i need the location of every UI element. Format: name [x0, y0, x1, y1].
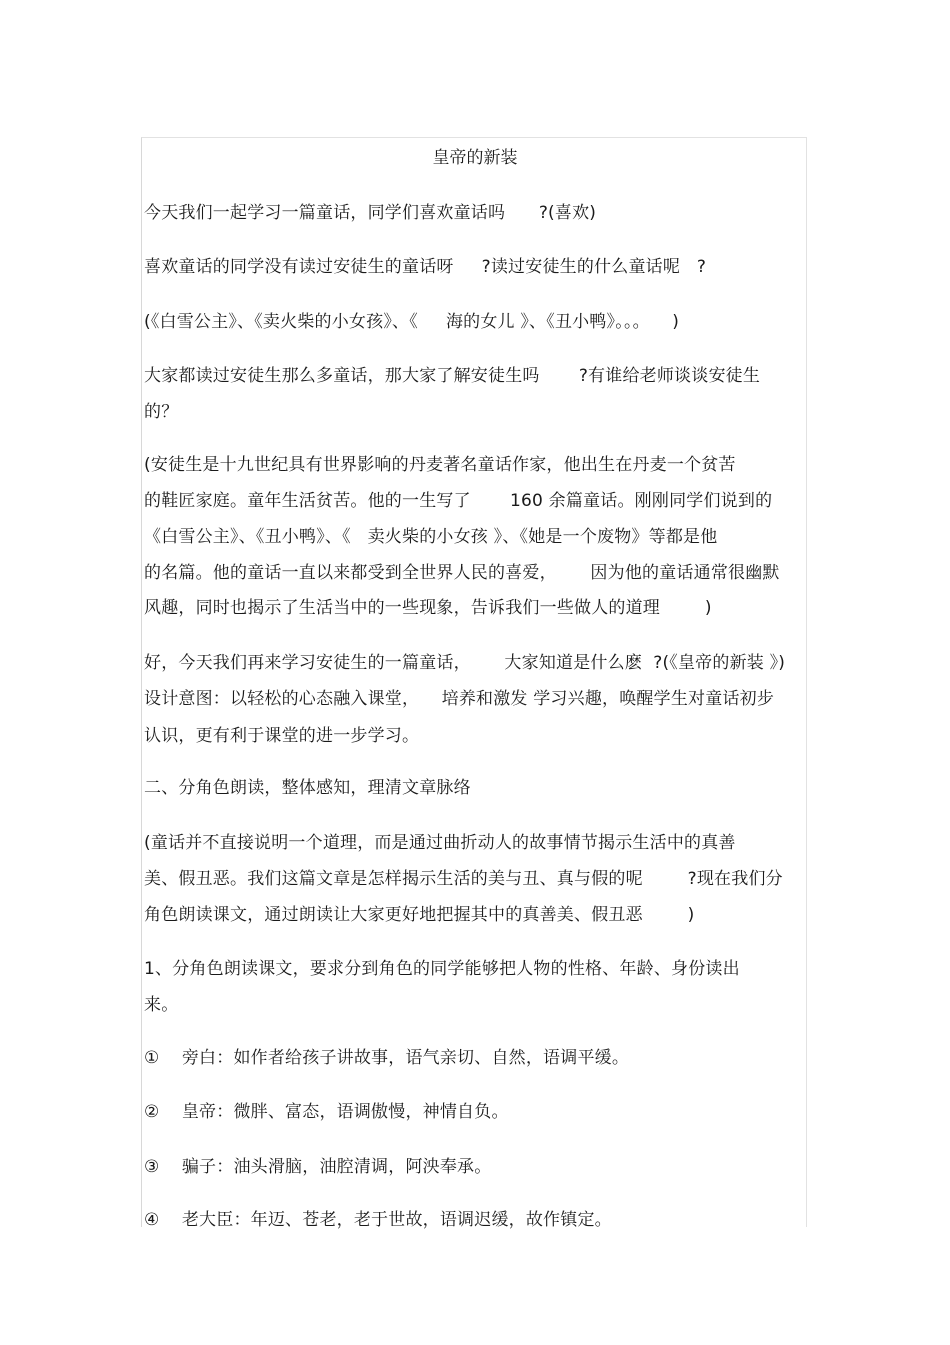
text-line: 风趣，同时也揭示了生活当中的一些现象，告诉我们一些做人的道理 ): [144, 598, 712, 618]
text-line: 认识，更有利于课堂的进一步学习。: [144, 726, 420, 746]
list-item: ① 旁白：如作者给孩子讲故事，语气亲切、自然，语调平缓。: [144, 1048, 630, 1068]
list-item: ③ 骗子：油头滑脑，油腔清调，阿泱奉承。: [144, 1157, 492, 1177]
text-line: (童话并不直接说明一个道理，而是通过曲折动人的故事情节揭示生活中的真善: [144, 833, 736, 853]
text-line: 1、分角色朗读课文，要求分到角色的同学能够把人物的性格、年龄、身份读出: [144, 959, 740, 979]
text-line: 的名篇。他的童话一直以来都受到全世界人民的喜爱， 因为他的童话通常很幽默: [144, 563, 780, 583]
text-line: 喜欢童话的同学没有读过安徒生的童话呀 ?读过安徒生的什么童话呢 ?: [144, 257, 707, 277]
section-heading: 二、分角色朗读，整体感知，理清文章脉络: [144, 778, 471, 798]
list-item: ④ 老大臣：年迈、苍老，老于世故，语调迟缓，故作镇定。: [144, 1210, 612, 1230]
text-line: 好，今天我们再来学习安徒生的一篇童话， 大家知道是什么麽 ?(《皇帝的新装 》): [144, 653, 786, 673]
text-line: 的鞋匠家庭。童年生活贫苦。他的一生写了 160 余篇童话。刚刚同学们说到的: [144, 491, 773, 511]
text-line: 角色朗读课文，通过朗读让大家更好地把握其中的真善美、假丑恶 ): [144, 905, 695, 925]
text-line: 大家都读过安徒生那么多童话，那大家了解安徒生吗 ?有谁给老师谈谈安徒生: [144, 366, 761, 386]
text-line: 美、假丑恶。我们这篇文章是怎样揭示生活的美与丑、真与假的呢 ?现在我们分: [144, 869, 783, 889]
text-line: (安徒生是十九世纪具有世界影响的丹麦著名童话作家，他出生在丹麦一个贫苦: [144, 455, 736, 475]
text-line: 今天我们一起学习一篇童话，同学们喜欢童话吗 ?(喜欢): [144, 203, 597, 223]
document-title: 皇帝的新装: [432, 148, 518, 168]
text-line: 设计意图：以轻松的心态融入课堂， 培养和激发 学习兴趣，唤醒学生对童话初步: [144, 689, 775, 709]
list-item: ② 皇帝：微胖、富态，语调傲慢，神情自负。: [144, 1102, 509, 1122]
text-line: 的？: [144, 402, 179, 422]
text-line: 来。: [144, 995, 179, 1015]
text-line: 《白雪公主》、《丑小鸭》、《 卖火柴的小女孩 》、《她是一个废物》等都是他: [144, 527, 718, 547]
text-line: (《白雪公主》、《卖火柴的小女孩》、《 海的女儿 》、《丑小鸭》。。。 ): [144, 312, 680, 332]
